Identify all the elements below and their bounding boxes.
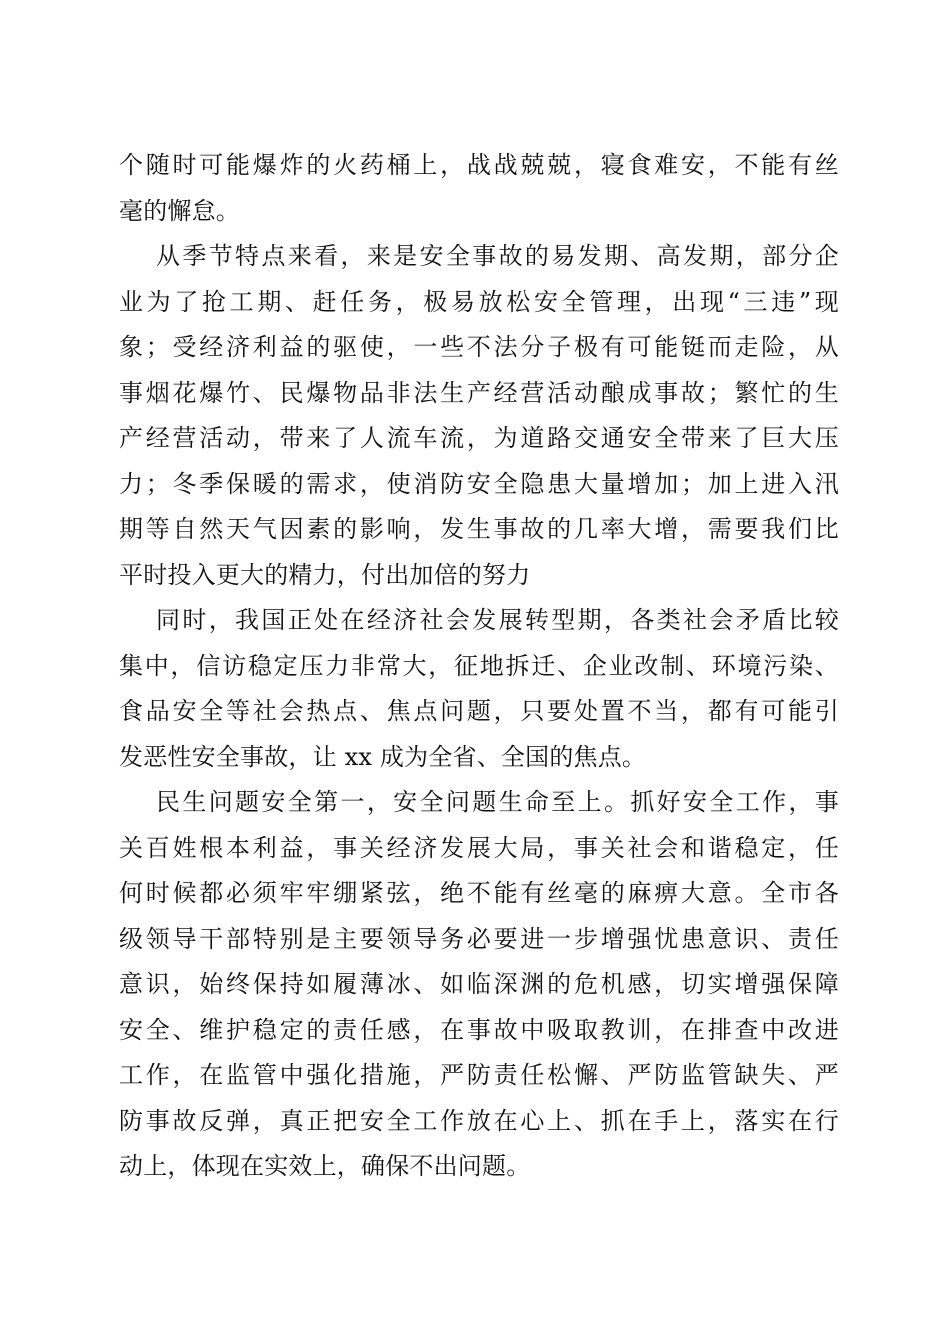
text-line: 动上，体现在实效上，确保不出问题。 bbox=[119, 1152, 531, 1180]
text-line: 个随时可能爆炸的火药桶上，战战兢兢，寝食难安，不能有丝 bbox=[119, 151, 839, 179]
text-line: 工作，在监管中强化措施，严防责任松懈、严防监管缺失、严 bbox=[119, 1061, 839, 1089]
text-line: 从季节特点来看，来是安全事故的易发期、高发期，部分企 bbox=[156, 242, 839, 270]
text-line: 同时，我国正处在经济社会发展转型期，各类社会矛盾比较 bbox=[156, 606, 839, 634]
text-line: 事烟花爆竹、民爆物品非法生产经营活动酿成事故；繁忙的生 bbox=[119, 378, 839, 407]
text-line: 食品安全等社会热点、焦点问题，只要处置不当，都有可能引 bbox=[119, 697, 839, 725]
text-line: 产经营活动，带来了人流车流，为道路交通安全带来了巨大压 bbox=[119, 424, 839, 452]
text-line: 安全、维护稳定的责任感，在事故中吸取教训，在排查中改进 bbox=[119, 1015, 839, 1044]
text-line: 期等自然天气因素的影响，发生事故的几率大增，需要我们比 bbox=[119, 515, 839, 543]
text-line: 象；受经济利益的驱使，一些不法分子极有可能铤而走险，从 bbox=[119, 333, 839, 361]
text-line: 业为了抢工期、赶任务，极易放松安全管理，出现“三违”现 bbox=[119, 287, 839, 316]
paragraph bbox=[119, 234, 839, 598]
text-line: 发恶性安全事故，让 xx 成为全省、全国的焦点。 bbox=[119, 742, 647, 771]
text-line: 意识，始终保持如履薄冰、如临深渊的危机感，切实增强保障 bbox=[119, 970, 839, 998]
paragraph bbox=[119, 143, 839, 234]
text-line: 平时投入更大的精力，付出加倍的努力 bbox=[119, 560, 531, 589]
text-line: 毫的懈怠。 bbox=[119, 196, 240, 225]
document-body bbox=[119, 143, 839, 1190]
text-line: 民生问题安全第一，安全问题生命至上。抓好安全工作，事 bbox=[156, 788, 839, 816]
text-line: 何时候都必须牢牢绷紧弦，绝不能有丝毫的麻痹大意。全市各 bbox=[119, 879, 839, 907]
text-line: 级领导干部特别是主要领导务必要进一步增强忧患意识、责任 bbox=[119, 924, 839, 953]
text-line: 关百姓根本利益，事关经济发展大局，事关社会和谐稳定，任 bbox=[119, 833, 839, 862]
text-line: 防事故反弹，真正把安全工作放在心上、抓在手上，落实在行 bbox=[119, 1106, 839, 1135]
paragraph bbox=[119, 780, 839, 1190]
paragraph bbox=[119, 598, 839, 780]
text-line: 集中，信访稳定压力非常大，征地拆迁、企业改制、环境污染、 bbox=[119, 651, 839, 680]
text-line: 力；冬季保暖的需求，使消防安全隐患大量增加；加上进入汛 bbox=[119, 469, 839, 498]
